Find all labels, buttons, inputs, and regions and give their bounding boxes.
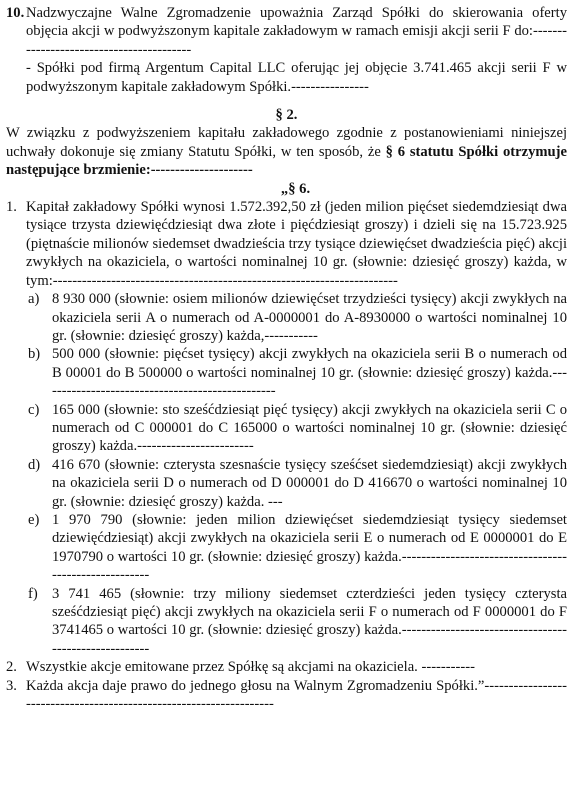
list-item xyxy=(28,511,567,585)
list-item-number: 1. xyxy=(6,199,17,216)
list-item-text: 3 741 465 (słownie: trzy miliony siedemset czterdzieści jeden tysięcy czterysta sześćdziesiąt pięć) akcji zwykłych na okaziciela serii F o numerach od F 0000001 do F 3741465 o wartości 10 gr. (słownie: dziesięć groszy) każda.------------------------------------------------------ xyxy=(52,585,567,657)
list-item-text: Wszystkie akcje emitowane przez Spółkę są akcjami na okaziciela. ----------- xyxy=(26,659,475,676)
list-item-letter: f) xyxy=(28,585,38,602)
list-item-text: 1 970 790 (słownie: jeden milion dziewięćset siedemdziesiąt tysięcy siedemset dziewięćdziesiąt) akcji zwykłych na okaziciela serii E o numerach od E 0000001 do E 1970790 o wartości 10 gr. (słownie: dziesięć groszy) każda.------------------------------------------------------ xyxy=(52,511,567,584)
list-item xyxy=(6,677,567,714)
list-item xyxy=(6,198,567,290)
list-item xyxy=(28,345,567,400)
list-item-letter: b) xyxy=(28,346,41,363)
list-item-text: 8 930 000 (słownie: osiem milionów dziewięćset trzydzieści tysięcy) akcji zwykłych na okaziciela serii A o numerach od A-0000001 do A-8930000 o wartości nominalnej 10 gr. (słownie: dziesięć groszy) każda,----------- xyxy=(52,291,567,344)
list-item-letter: e) xyxy=(28,511,40,528)
list-item xyxy=(28,585,567,659)
list-item-text: Kapitał zakładowy Spółki wynosi 1.572.392,50 zł (jeden milion pięćset siedemdziesiąt dwa tysiące trzysta dziewięćdziesiąt dwa złote i pięćdziesiąt groszy) i dzieli się na 15.723.925 (piętnaście milionów siedemset dwadzieścia trzy tysiące dziewięćset dwadzieścia pięć) akcji zwykłych na okaziciela, o wartości nominalnej 10 gr. (słownie: dziesięć groszy) każda, w tym:----------------------------------------------------------------------- xyxy=(26,199,567,289)
list-item-letter: d) xyxy=(28,456,41,473)
list-item xyxy=(28,401,567,456)
section-intro-text: W związku z podwyższeniem kapitału zakładowego zgodnie z postanowieniami niniejszej uchwały dokonuje się zmiany Statutu Spółki, w ten sposób, że xyxy=(6,125,567,160)
point-10-subtext: - Spółki pod firmą Argentum Capital LLC oferując jej objęcie 3.741.465 akcji serii F w podwyższonym kapitale zakładowym Spółki.---------------- xyxy=(26,60,567,95)
list-item-letter: c) xyxy=(28,401,40,418)
list-item xyxy=(6,658,567,676)
section-title: § 2. xyxy=(275,107,298,124)
point-number: 10. xyxy=(6,5,25,21)
quoted-section-title: „§ 6. xyxy=(280,180,311,197)
list-item-number: 2. xyxy=(6,659,17,676)
section-intro-bold: § 6 statutu Spółki otrzymuje następujące brzmienie:--------------------- xyxy=(6,143,568,179)
list-item-text: 416 670 (słownie: czterysta szesnaście tysięcy sześćset siedemdziesiąt) akcji zwykłych na okaziciela serii D o numerach od D 000001 do D 416670 o wartości nominalnej 10 gr. (słownie: dziesięć groszy) każda. --- xyxy=(52,456,567,510)
list-item-number: 3. xyxy=(6,677,17,694)
list-item-letter: a) xyxy=(28,291,40,308)
point-10 xyxy=(6,4,567,96)
point-10-text: Nadzwyczajne Walne Zgromadzenie upoważnia Zarząd Spółki do skierowania oferty objęcia akcji w podwyższonym kapitale zakładowym w ramach emisji akcji serii F do:----------------------------------------- xyxy=(26,5,567,58)
list-item xyxy=(28,456,567,511)
section-intro xyxy=(6,124,567,179)
list-item xyxy=(28,290,567,345)
list-item-text: Każda akcja daje prawo do jednego głosu na Walnym Zgromadzeniu Spółki.”-------------------------------------------------------------------- xyxy=(26,677,567,713)
list-item-text: 165 000 (słownie: sto sześćdziesiąt pięć tysięcy) akcji zwykłych na okaziciela serii C o numerach od C 000001 do C 165000 o wartości nominalnej 10 gr. (słownie: dziesięć groszy) każda.------------------------ xyxy=(52,401,567,455)
list-item-text: 500 000 (słownie: pięćset tysięcy) akcji zwykłych na okaziciela serii B o numerach od B 00001 do B 500000 o wartości nominalnej 10 gr. (słownie: dziesięć groszy) każda.------------------------------------------------- xyxy=(52,346,567,400)
